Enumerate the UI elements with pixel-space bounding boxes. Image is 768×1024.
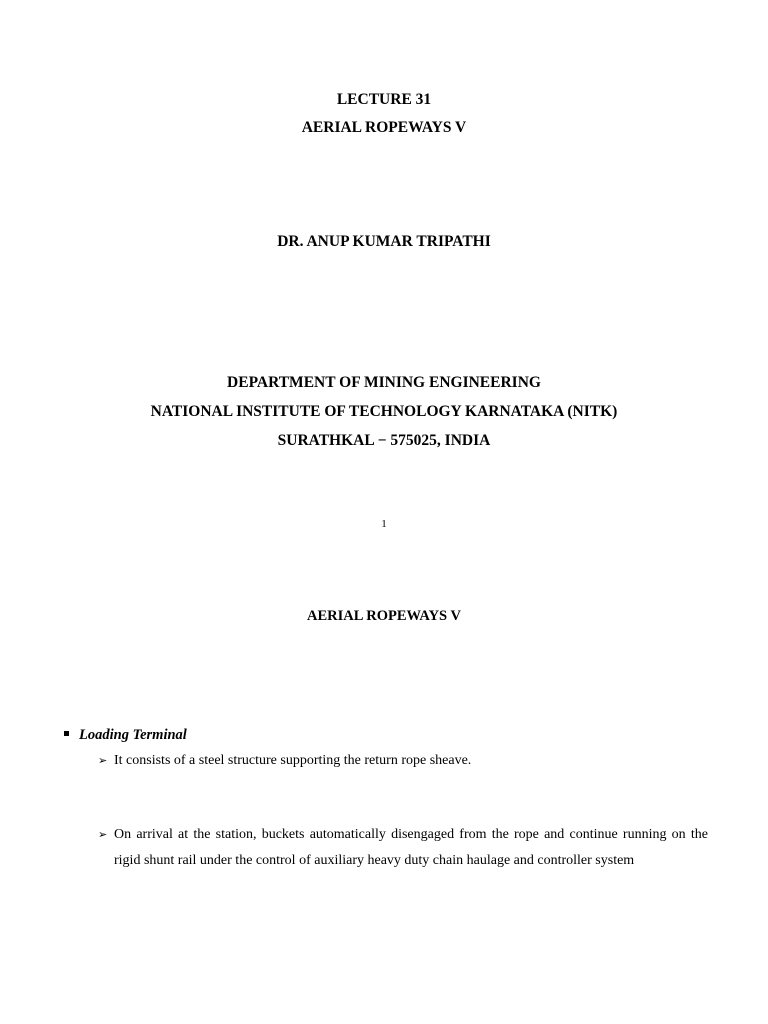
institute-address: SURATHKAL − 575025, INDIA	[277, 432, 491, 449]
institute-name: NATIONAL INSTITUTE OF TECHNOLOGY KARNATAKA (NITK)	[150, 403, 618, 420]
list-item-text: It consists of a steel structure supporting the return rope sheave.	[114, 753, 472, 768]
square-bullet-icon	[64, 731, 69, 736]
list-item-text: On arrival at the station, buckets automatically disengaged from the rope and continue running on the rigid shunt rail under the control of auxiliary heavy duty chain haulage and controller system	[114, 827, 708, 868]
lecture-topic: AERIAL ROPEWAYS V	[301, 119, 467, 136]
page-number: 1	[381, 518, 387, 530]
department-name: DEPARTMENT OF MINING ENGINEERING	[227, 374, 541, 391]
loading-terminal-heading	[64, 725, 187, 745]
arrow-bullet-icon: ➢	[98, 754, 108, 767]
list-item	[98, 822, 708, 874]
arrow-bullet-icon: ➢	[98, 828, 108, 841]
list-item	[98, 748, 708, 774]
author-name: DR. ANUP KUMAR TRIPATHI	[277, 233, 491, 250]
heading-label: Loading Terminal	[79, 727, 187, 743]
section-title: AERIAL ROPEWAYS V	[307, 608, 461, 624]
lecture-number: LECTURE 31	[336, 91, 432, 108]
